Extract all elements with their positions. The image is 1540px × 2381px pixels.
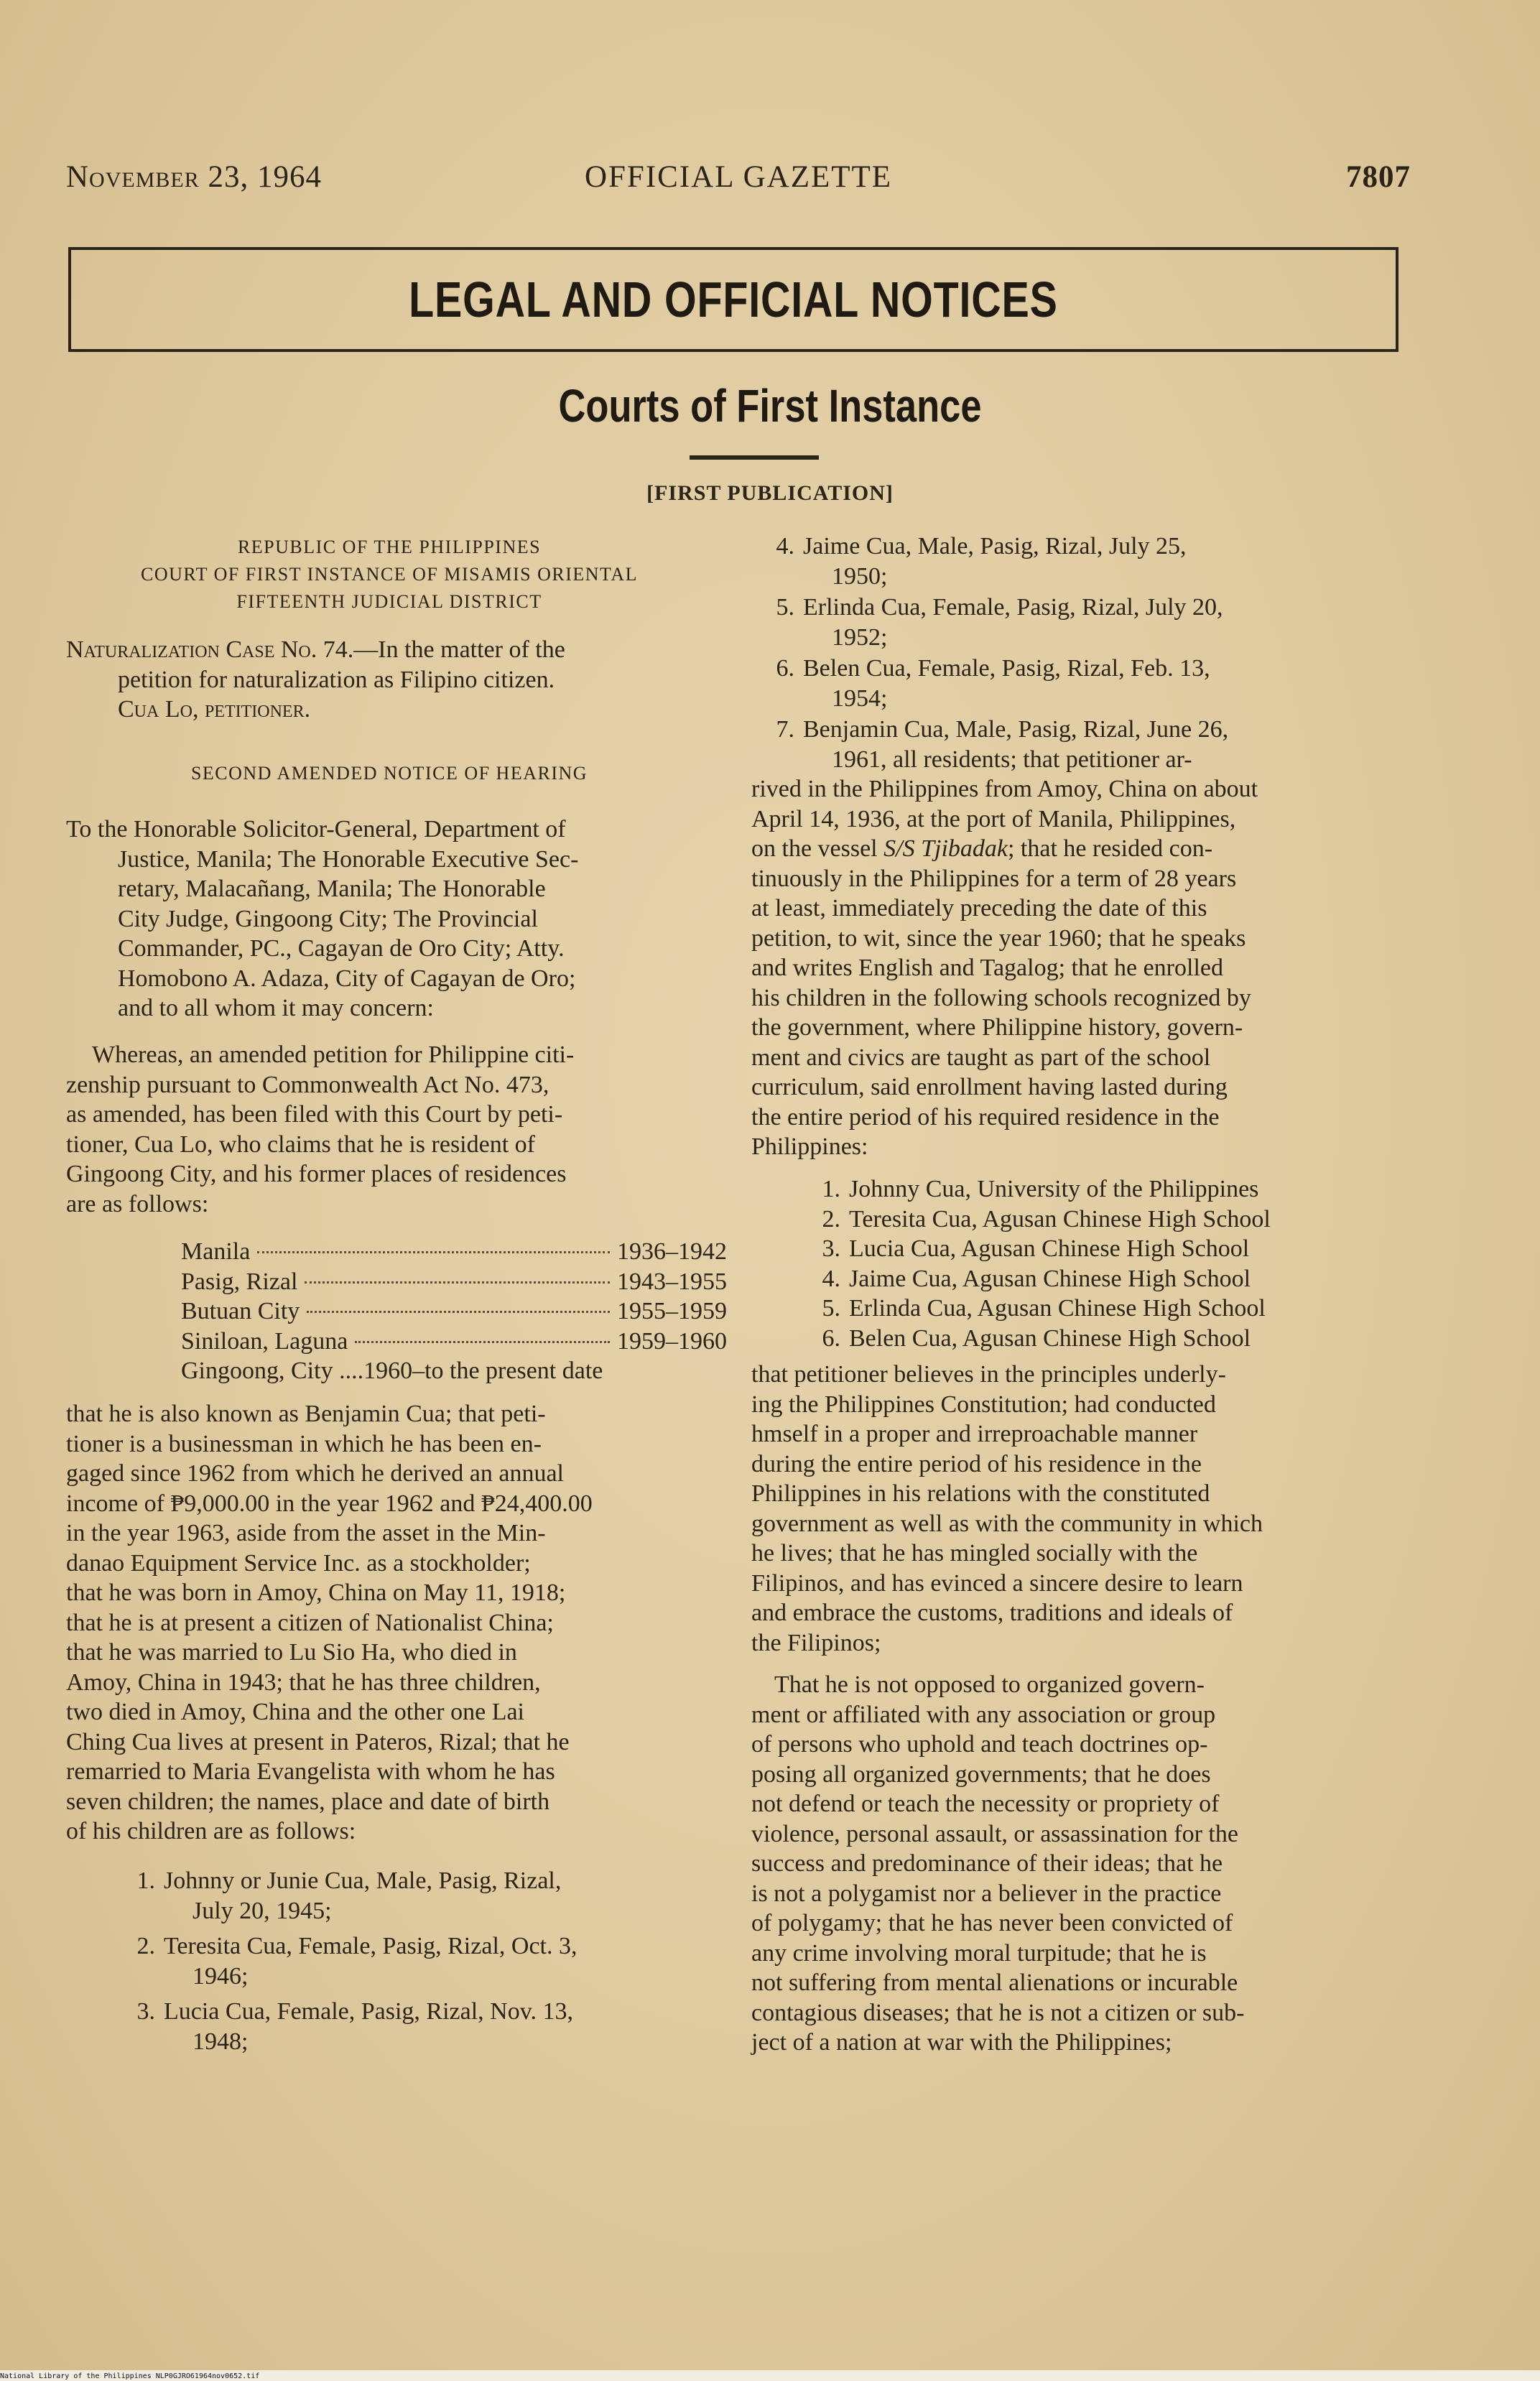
text-line: posing all organized governments; that he does — [751, 1760, 1211, 1788]
list-number: 7. — [776, 716, 794, 743]
page-number: 7807 — [1346, 160, 1411, 194]
text-line: that he was born in Amoy, China on May 11, 1918; — [66, 1579, 566, 1606]
text-line: 1946; — [192, 1962, 249, 1990]
text-line: that he is at present a citizen of Nationalist China; — [66, 1609, 554, 1636]
text-line: ment or affiliated with any association or group — [751, 1701, 1216, 1728]
residence-place: Pasig, Rizal — [181, 1268, 298, 1295]
text-line: Benjamin Cua, Male, Pasig, Rizal, June 26, — [803, 716, 1229, 743]
list-number: 1. — [822, 1176, 840, 1202]
text-line: of polygamy; that he has never been convicted of — [751, 1910, 1233, 1936]
list-number: 4. — [822, 1265, 840, 1292]
text-line: 1952; — [832, 623, 888, 651]
list-item — [797, 1174, 1406, 1205]
text-line: Johnny or Junie Cua, Male, Pasig, Rizal, — [164, 1867, 562, 1894]
text-line: success and predominance of their ideas; that he — [751, 1850, 1223, 1877]
text-line: 1950; — [832, 562, 888, 590]
text-line: ment and civics are taught as part of the school — [751, 1044, 1211, 1071]
text-line: Lucia Cua, Female, Pasig, Rizal, Nov. 13, — [164, 1998, 574, 2025]
text-line: is not a polygamist nor a believer in the practice — [751, 1880, 1222, 1907]
text-line: Amoy, China in 1943; that he has three children, — [66, 1668, 541, 1696]
text-line: on the vessel S/S Tjibadak; that he resided con- — [751, 835, 1213, 862]
text-line: in the year 1963, aside from the asset in the Min- — [66, 1520, 546, 1546]
text-line: Homobono A. Adaza, City of Cagayan de Oro; — [118, 965, 576, 992]
list-item — [751, 654, 1406, 713]
leader-dots — [307, 1311, 610, 1313]
text-line: that he was married to Lu Sio Ha, who died in — [66, 1639, 517, 1666]
list-number: 3. — [136, 1998, 155, 2025]
residence-years: 1943–1955 — [617, 1268, 727, 1295]
residence-table — [181, 1237, 727, 1386]
text-line: Ching Cua lives at present in Pateros, Rizal; that he — [66, 1728, 570, 1755]
text-line: That he is not opposed to organized govern- — [774, 1671, 1205, 1698]
text-line: Filipinos, and has evinced a sincere desire to learn — [751, 1569, 1243, 1597]
whereas-paragraph — [66, 1040, 713, 1219]
text-line: violence, personal assault, or assassination for the — [751, 1820, 1238, 1847]
text-line: his children in the following schools recognized by — [751, 984, 1251, 1011]
text-line: and embrace the customs, traditions and ideals of — [751, 1600, 1233, 1626]
list-number: 6. — [822, 1324, 840, 1352]
text-line: rived in the Philippines from Amoy, China on about — [751, 776, 1258, 802]
text-line: Whereas, an amended petition for Philippine citi- — [92, 1041, 575, 1068]
text-line: 1961, all residents; that petitioner ar- — [832, 746, 1192, 773]
text-line: are as follows: — [66, 1190, 209, 1217]
text-line: of his children are as follows: — [66, 1818, 356, 1844]
text-line: the Filipinos; — [751, 1629, 881, 1656]
list-number: 6. — [776, 655, 794, 682]
text-line: that petitioner believes in the principles underly- — [751, 1361, 1226, 1388]
text-line: Philippines: — [751, 1133, 868, 1160]
text-line: gaged since 1962 from which he derived an annual — [66, 1460, 564, 1487]
list-item — [112, 1931, 713, 1991]
text-line: contagious diseases; that he is not a citizen or sub- — [751, 1999, 1245, 2026]
court-header-line: COURT OF FIRST INSTANCE OF MISAMIS ORIENTAL — [140, 564, 638, 585]
character-paragraph — [751, 1360, 1406, 1658]
residence-place: Manila — [181, 1238, 251, 1265]
text-line: income of ₱9,000.00 in the year 1962 and ₱24,400.00 — [66, 1490, 593, 1517]
list-item — [797, 1205, 1406, 1235]
publication-title: OFFICIAL GAZETTE — [584, 160, 893, 194]
text-line: Philippines in his relations with the constituted — [751, 1480, 1210, 1507]
text-line: Jaime Cua, Male, Pasig, Rizal, July 25, — [803, 533, 1187, 560]
text-line: two died in Amoy, China and the other one Lai — [66, 1699, 524, 1725]
text-line: seven children; the names, place and date of birth — [66, 1788, 550, 1815]
list-number: 5. — [822, 1295, 840, 1322]
list-item — [797, 1264, 1406, 1294]
notice-heading: SECOND AMENDED NOTICE OF HEARING — [190, 763, 588, 784]
publication-label: [FIRST PUBLICATION] — [646, 481, 894, 505]
leader-dots — [257, 1251, 610, 1253]
text-line: the government, where Philippine history, govern- — [751, 1014, 1243, 1041]
list-number: 3. — [822, 1235, 840, 1262]
list-item — [112, 1866, 713, 1926]
residence-years: 1959–1960 — [617, 1327, 727, 1355]
children-list-continued — [751, 532, 1406, 774]
running-head — [66, 159, 1411, 203]
text-line: ing the Philippines Constitution; had conducted — [751, 1391, 1216, 1418]
addressee-paragraph — [66, 814, 713, 1024]
section-title: Courts of First Instance — [558, 380, 982, 432]
list-item — [797, 1234, 1406, 1264]
list-item — [797, 1324, 1406, 1354]
text-line: any crime involving moral turpitude; that he is — [751, 1939, 1207, 1967]
list-number: 4. — [776, 533, 794, 560]
text-line: zenship pursuant to Commonwealth Act No. 473, — [66, 1071, 549, 1098]
leader-dots — [355, 1341, 610, 1343]
text-line: July 20, 1945; — [192, 1897, 332, 1924]
residence-row — [181, 1296, 727, 1327]
residence-place: Siniloan, Laguna — [181, 1327, 348, 1355]
residence-years: 1955–1959 — [617, 1298, 727, 1324]
list-item — [751, 715, 1406, 774]
text-line: Erlinda Cua, Female, Pasig, Rizal, July 20, — [803, 594, 1223, 621]
court-header — [66, 534, 713, 616]
issue-date: November 23, 1964 — [66, 160, 322, 194]
text-line: and to all whom it may concern: — [118, 995, 434, 1021]
text-line: Justice, Manila; The Honorable Executive Sec- — [118, 845, 579, 873]
residence-row — [181, 1267, 727, 1297]
case-label: Naturalization Case No. 74. — [66, 636, 354, 663]
text-line: Jaime Cua, Agusan Chinese High School — [849, 1265, 1251, 1292]
vessel-name: S/S Tjibadak — [883, 835, 1008, 862]
petitioner-name: Cua Lo, petitioner. — [118, 696, 311, 723]
court-header-line: REPUBLIC OF THE PHILIPPINES — [237, 537, 542, 557]
text-line: tinuously in the Philippines for a term of 28 years — [751, 865, 1237, 892]
text-line: Belen Cua, Agusan Chinese High School — [849, 1324, 1251, 1352]
list-number: 5. — [776, 594, 794, 621]
text-line: remarried to Maria Evangelista with whom he has — [66, 1758, 555, 1785]
text-line: To the Honorable Solicitor-General, Department of — [66, 816, 566, 843]
list-number: 2. — [822, 1205, 840, 1233]
case-text: —In the matter of the — [353, 636, 565, 663]
leader-dots — [305, 1281, 610, 1284]
text-line: Commander, PC., Cagayan de Oro City; Atty. — [118, 935, 565, 962]
list-item — [112, 1997, 713, 2056]
text-line: the entire period of his required residence in the — [751, 1103, 1220, 1131]
text-line: retary, Malacañang, Manila; The Honorable — [118, 876, 546, 902]
residence-years: 1936–1942 — [617, 1238, 727, 1265]
text-line: petition, to wit, since the year 1960; that he speaks — [751, 924, 1246, 952]
text-line: curriculum, said enrollment having lasted during — [751, 1074, 1228, 1100]
text-line: Gingoong City, and his former places of residences — [66, 1161, 567, 1187]
section-banner — [68, 247, 1398, 352]
text-line: 1948; — [192, 2028, 249, 2055]
body-paragraph — [66, 1399, 713, 1847]
text-line: danao Equipment Service Inc. as a stockholder; — [66, 1549, 531, 1577]
text-line: Erlinda Cua, Agusan Chinese High School — [849, 1295, 1266, 1322]
text-line: Belen Cua, Female, Pasig, Rizal, Feb. 13, — [803, 655, 1210, 682]
children-list — [112, 1866, 713, 2056]
title-rule — [690, 455, 819, 460]
text-line: not suffering from mental alienations or incurable — [751, 1969, 1238, 1996]
qualifications-paragraph — [751, 1670, 1406, 2058]
residence-row — [181, 1237, 727, 1267]
text-line: not defend or teach the necessity or propriety of — [751, 1791, 1220, 1817]
text-line: April 14, 1936, at the port of Manila, Philippines, — [751, 805, 1236, 832]
case-text: petition for naturalization as Filipino citizen. — [118, 666, 555, 693]
case-caption — [66, 635, 713, 725]
text-line: and writes English and Tagalog; that he enrolled — [751, 955, 1223, 981]
text-line: tioner, Cua Lo, who claims that he is resident of — [66, 1131, 535, 1158]
court-header-line: FIFTEENTH JUDICIAL DISTRICT — [236, 591, 542, 612]
text-line: Teresita Cua, Agusan Chinese High School — [849, 1205, 1271, 1233]
list-item — [797, 1294, 1406, 1324]
text-line: he lives; that he has mingled socially with the — [751, 1540, 1198, 1567]
list-number: 1. — [136, 1867, 155, 1894]
residence-row — [181, 1327, 727, 1357]
text-line: of persons who uphold and teach doctrines op- — [751, 1731, 1208, 1758]
text-line: 1954; — [832, 684, 888, 712]
residence-place: Butuan City — [181, 1298, 300, 1324]
text-line: at least, immediately preceding the date of this — [751, 895, 1207, 922]
banner-title: LEGAL AND OFFICIAL NOTICES — [409, 271, 1058, 328]
text-line: Teresita Cua, Female, Pasig, Rizal, Oct. 3, — [164, 1933, 578, 1959]
residence-row-current: Gingoong, City ....1960–to the present date — [181, 1357, 603, 1384]
text-line: tioner is a businessman in which he has been en- — [66, 1430, 542, 1457]
scan-footer: National Library of the Philippines NLP0GJRO61964nov0652.tif — [0, 2372, 260, 2380]
text-line: Johnny Cua, University of the Philippines — [849, 1176, 1259, 1202]
list-number: 2. — [136, 1933, 155, 1959]
text-line: City Judge, Gingoong City; The Provincial — [118, 905, 538, 932]
text-line: hmself in a proper and irreproachable manner — [751, 1421, 1198, 1447]
list-item — [751, 593, 1406, 652]
text-line: Lucia Cua, Agusan Chinese High School — [849, 1235, 1250, 1262]
text-line: ject of a nation at war with the Philippines; — [751, 2029, 1172, 2056]
text-line: government as well as with the community in which — [751, 1510, 1263, 1537]
schools-list — [797, 1174, 1406, 1353]
text-line: during the entire period of his residence in the — [751, 1450, 1202, 1477]
text-line: that he is also known as Benjamin Cua; that peti- — [66, 1401, 546, 1427]
residence-paragraph — [751, 774, 1406, 1162]
text-line: as amended, has been filed with this Court by peti- — [66, 1101, 563, 1128]
list-item — [751, 532, 1406, 591]
